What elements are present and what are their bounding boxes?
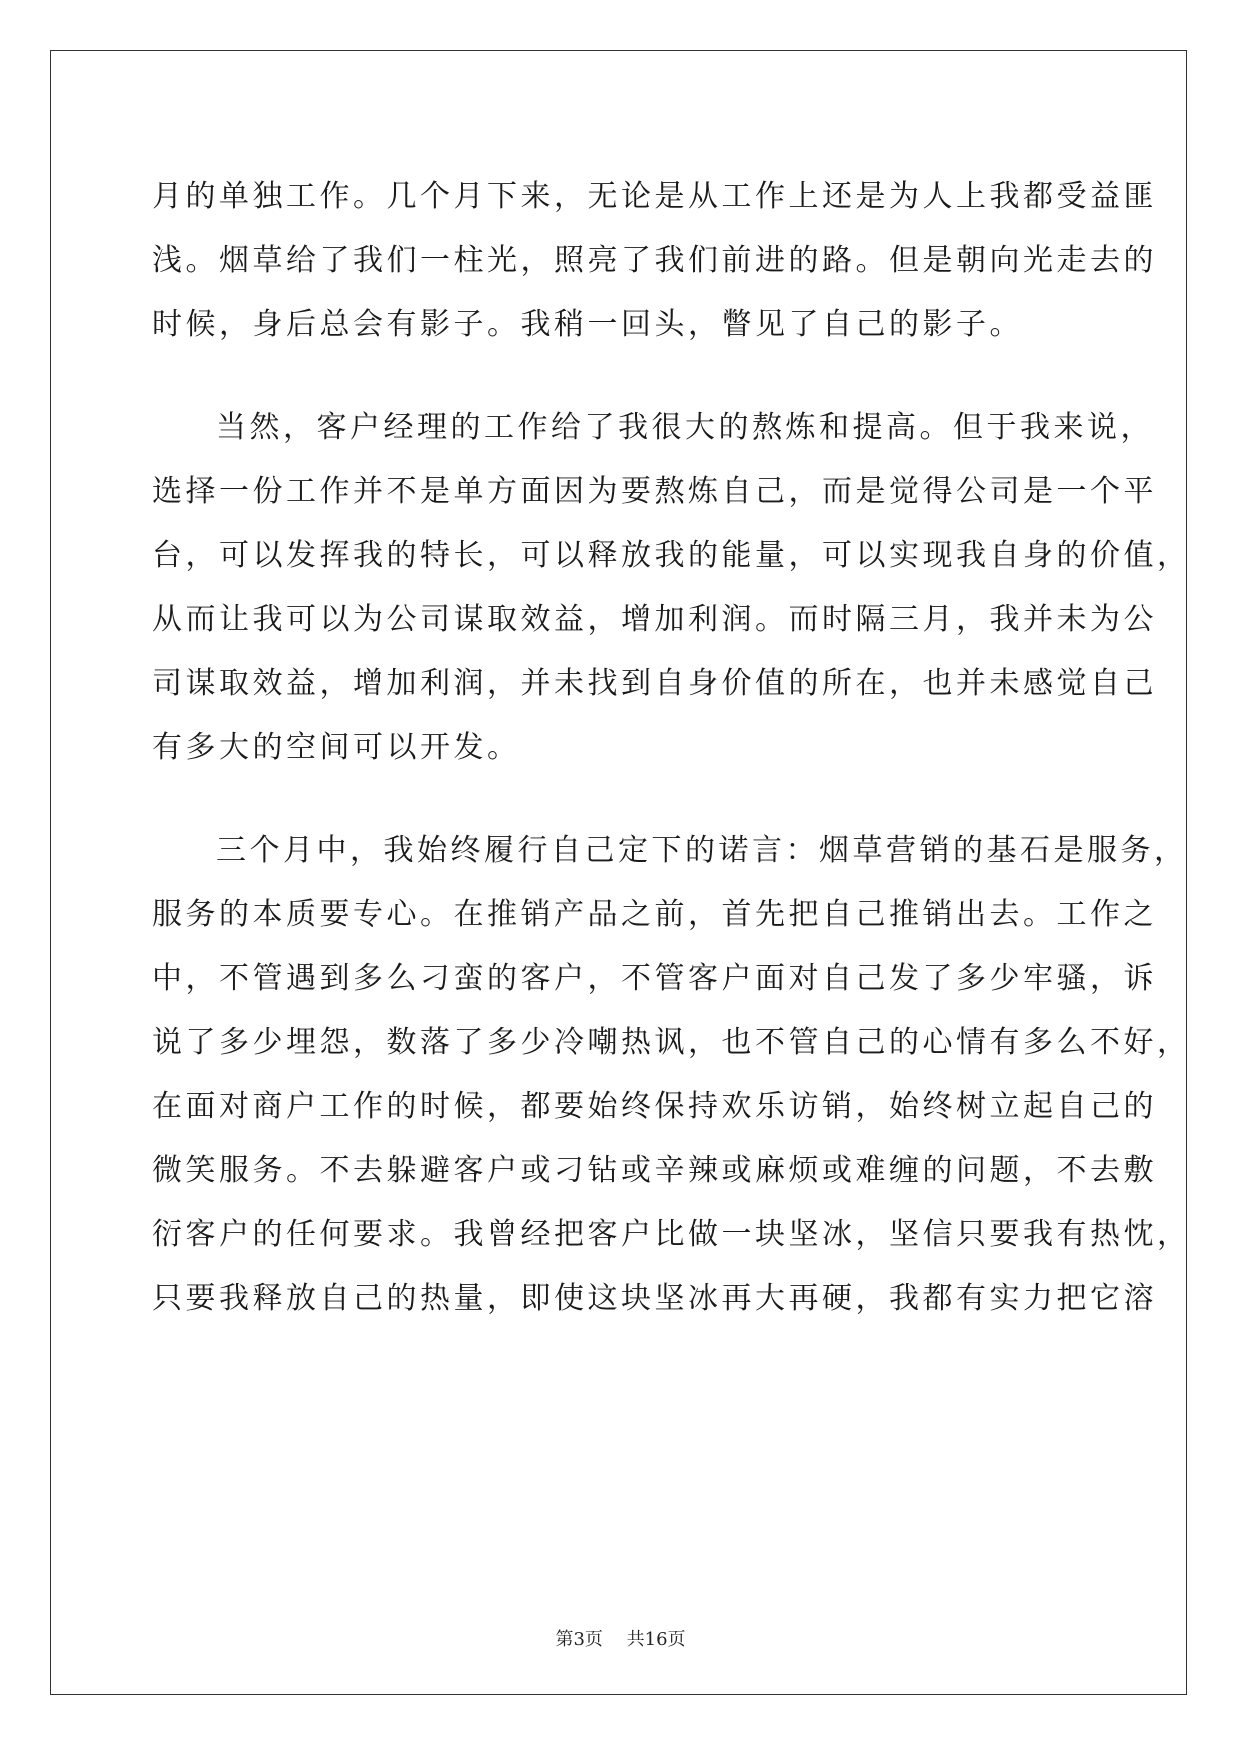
page-number: 第3页	[555, 1629, 603, 1650]
text-line: 只要我释放自己的热量，即使这块坚冰再大再硬，我都有实力把它溶	[152, 1281, 1157, 1316]
paragraph-1	[152, 165, 1157, 357]
text-line: 浅。烟草给了我们一柱光，照亮了我们前进的路。但是朝向光走去的	[152, 243, 1157, 278]
text-line: 时候，身后总会有影子。我稍一回头，瞥见了自己的影子。	[152, 307, 1023, 342]
text-line: 当然，客户经理的工作给了我很大的熬炼和提高。但于我来说，	[216, 410, 1154, 445]
page-total: 共16页	[626, 1629, 686, 1650]
page-footer	[0, 1625, 1241, 1651]
text-line: 服务的本质要专心。在推销产品之前，首先把自己推销出去。工作之	[152, 897, 1157, 932]
text-line: 月的单独工作。几个月下来，无论是从工作上还是为人上我都受益匪	[152, 179, 1157, 214]
document-body	[152, 165, 1191, 1331]
text-line: 从而让我可以为公司谋取效益，增加利润。而时隔三月，我并未为公	[152, 602, 1157, 637]
text-line: 司谋取效益，增加利润，并未找到自身价值的所在，也并未感觉自己	[152, 666, 1157, 701]
paragraph-2	[152, 396, 1191, 780]
text-line: 在面对商户工作的时候，都要始终保持欢乐访销，始终树立起自己的	[152, 1089, 1157, 1124]
paragraph-3	[152, 819, 1191, 1331]
text-line: 说了多少埋怨，数落了多少冷嘲热讽，也不管自己的心情有多么不好，	[152, 1025, 1191, 1060]
text-line: 选择一份工作并不是单方面因为要熬炼自己，而是觉得公司是一个平	[152, 474, 1157, 509]
text-line: 有多大的空间可以开发。	[152, 730, 521, 765]
text-line: 三个月中，我始终履行自己定下的诺言：烟草营销的基石是服务，	[216, 833, 1188, 868]
text-line: 中，不管遇到多么刁蛮的客户，不管客户面对自己发了多少牢骚，诉	[152, 961, 1157, 996]
text-line: 衍客户的任何要求。我曾经把客户比做一块坚冰，坚信只要我有热忱，	[152, 1217, 1191, 1252]
text-line: 微笑服务。不去躲避客户或刁钻或辛辣或麻烦或难缠的问题，不去敷	[152, 1153, 1157, 1188]
text-line: 台，可以发挥我的特长，可以释放我的能量，可以实现我自身的价值，	[152, 538, 1191, 573]
